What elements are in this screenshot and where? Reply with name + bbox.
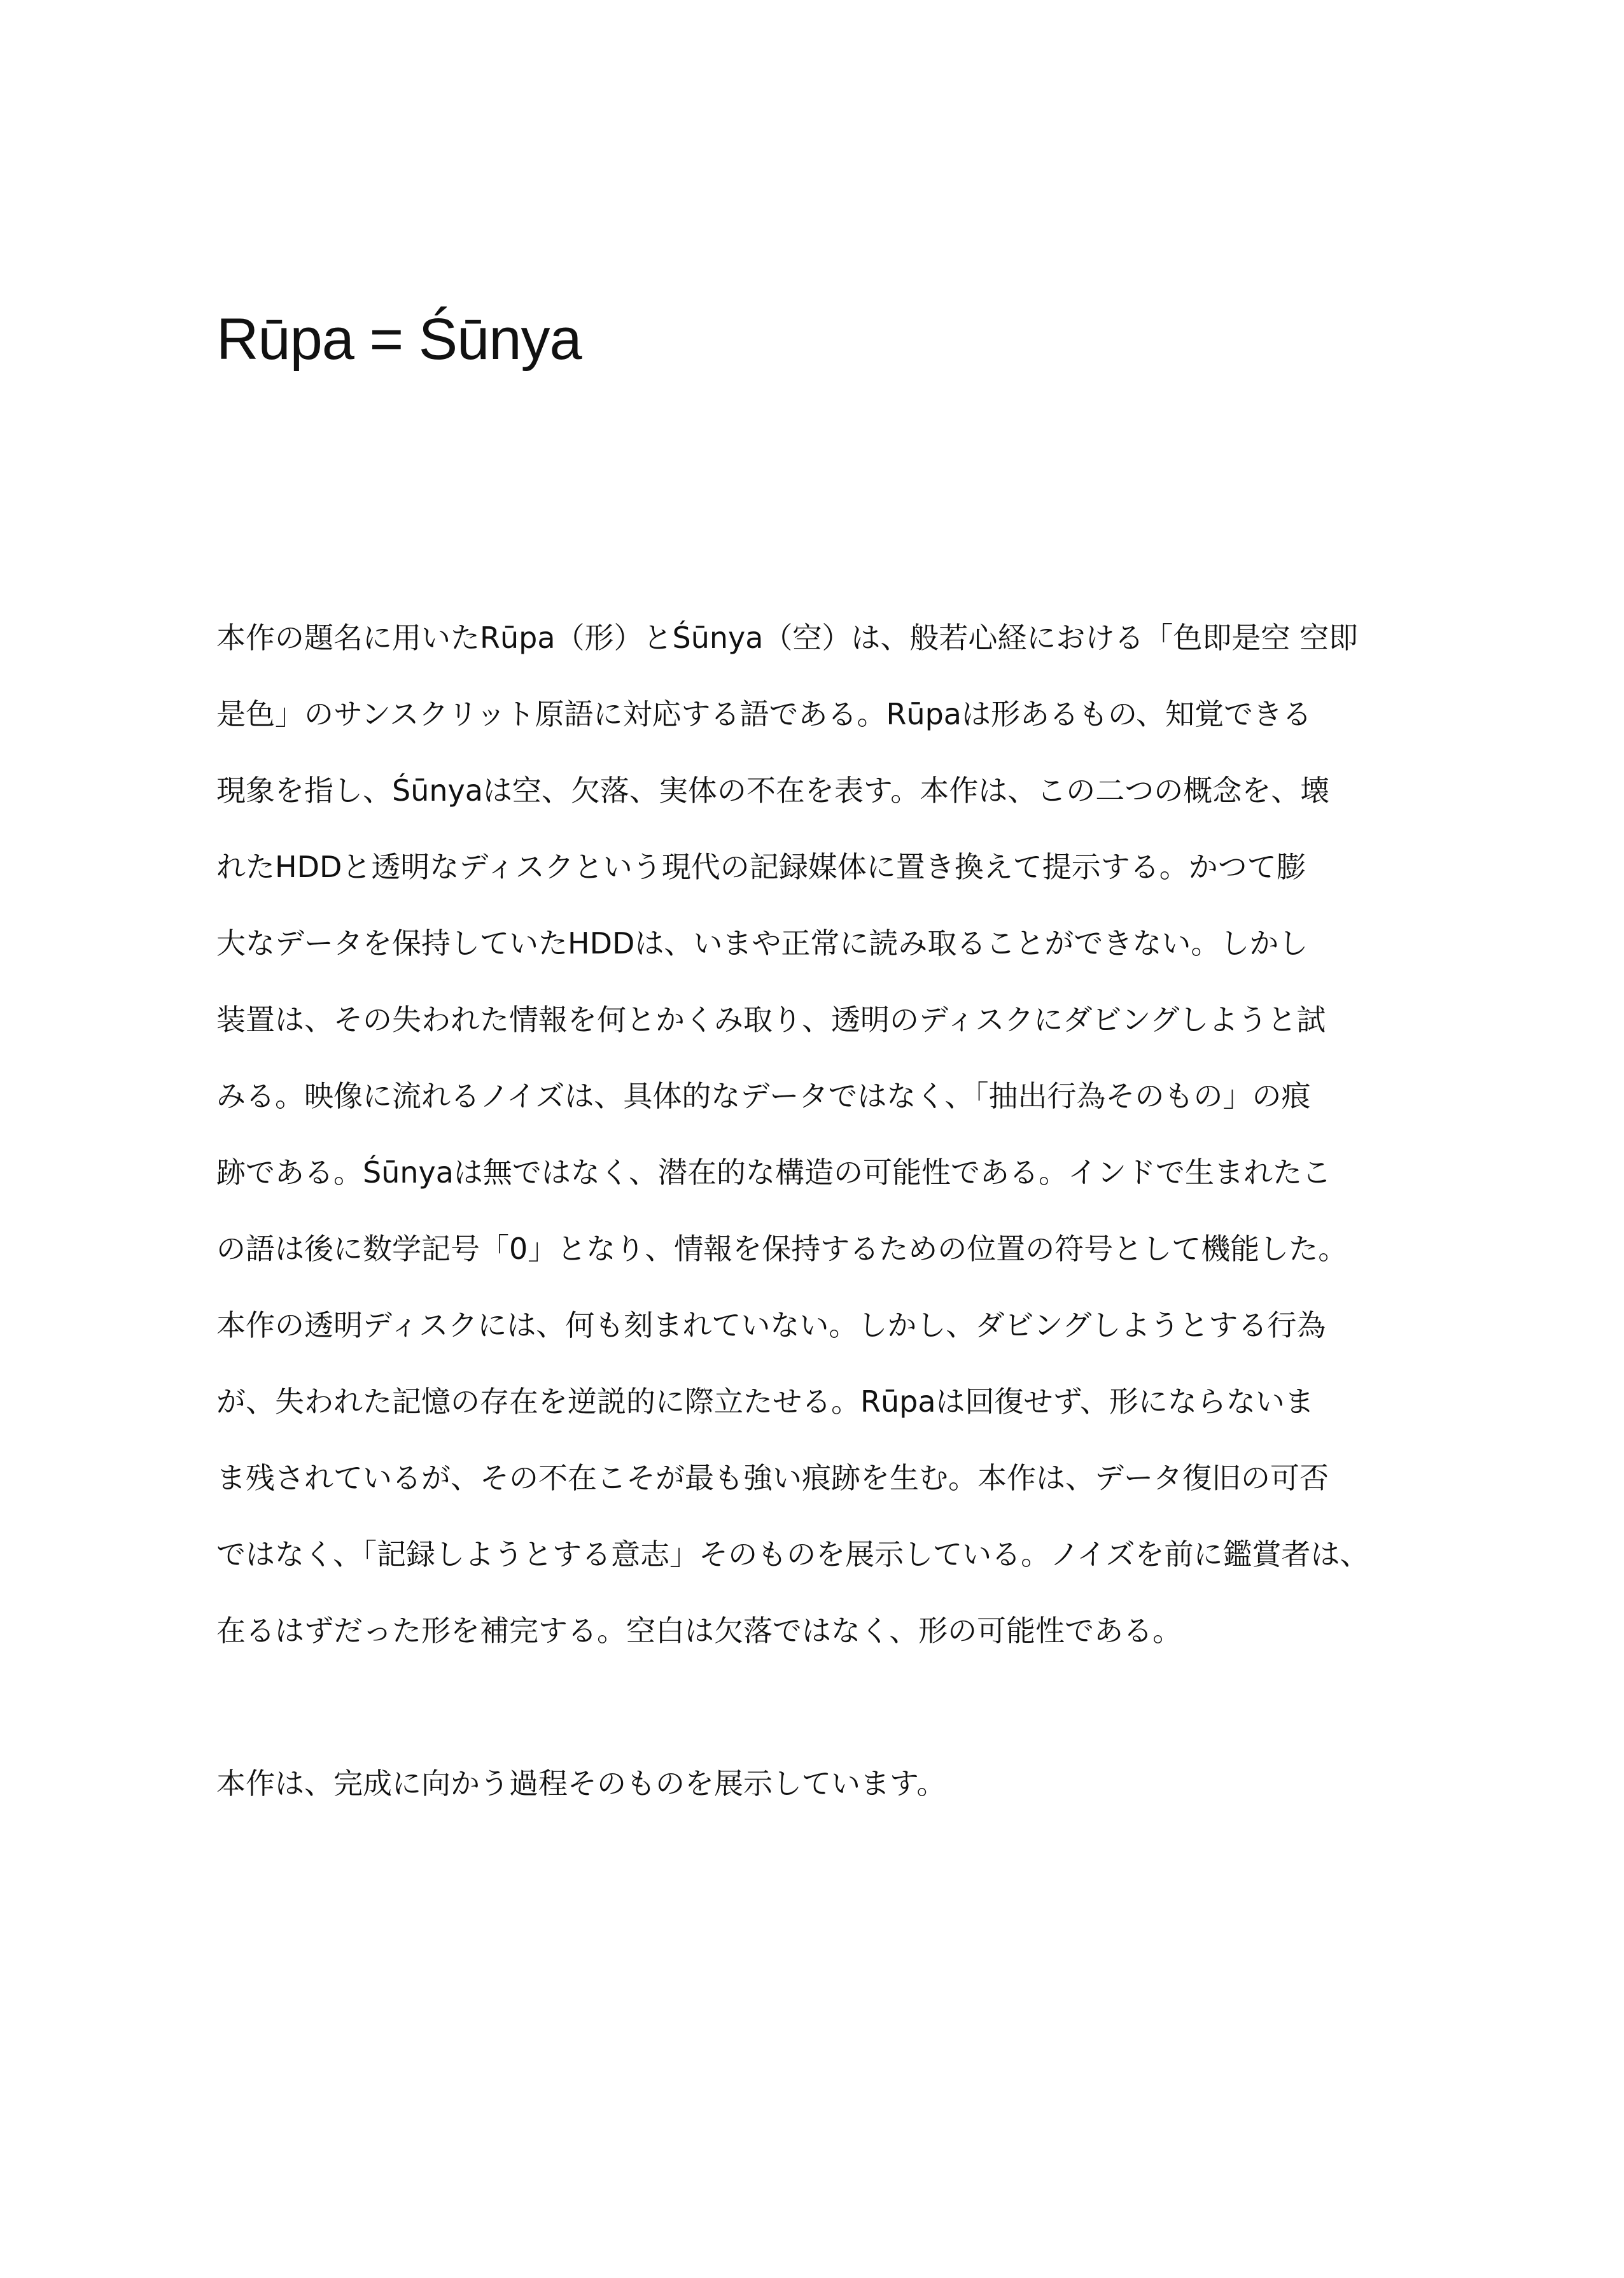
body-line: 大なデータを保持していたHDDは、いまや正常に読み取ることができない。しかし <box>216 926 1308 960</box>
body-line: が、失われた記憶の存在を逆説的に際立たせる。Rūpaは回復せず、形にならないま <box>216 1384 1314 1419</box>
body-line: 在るはずだった形を補完する。空白は欠落ではなく、形の可能性である。 <box>216 1614 1182 1648</box>
body-line: 装置は、その失われた情報を何とかくみ取り、透明のディスクにダビングしようと試 <box>216 1002 1326 1037</box>
body-line: れたHDDと透明なディスクという現代の記録媒体に置き換えて提示する。かつて膨 <box>216 850 1306 884</box>
document-title: Rūpa = Śūnya <box>216 307 582 372</box>
body-line: 現象を指し、Śūnyaは空、欠落、実体の不在を表す。本作は、この二つの概念を、壊 <box>216 773 1330 808</box>
closing-statement: 本作は、完成に向かう過程そのものを展示しています。 <box>216 1766 946 1801</box>
body-line: の語は後に数学記号「0」となり、情報を保持するための位置の符号として機能した。 <box>216 1232 1348 1266</box>
body-line: 是色」のサンスクリット原語に対応する語である。Rūpaは形あるもの、知覚できる <box>216 697 1312 731</box>
body-paragraph <box>216 600 1464 1669</box>
body-line: ま残されているが、その不在こそが最も強い痕跡を生む。本作は、データ復旧の可否 <box>216 1461 1329 1495</box>
body-line: ではなく、「記録しようとする意志」そのものを展示している。ノイズを前に鑑賞者は、 <box>216 1537 1369 1571</box>
body-line: 本作の透明ディスクには、何も刻まれていない。しかし、ダビングしようとする行為 <box>216 1308 1326 1342</box>
body-line: 本作の題名に用いたRūpa（形）とŚūnya（空）は、般若心経における「色即是空 空即 <box>216 621 1359 655</box>
body-line: 跡である。Śūnyaは無ではなく、潜在的な構造の可能性である。インドで生まれたこ <box>216 1155 1331 1190</box>
body-line: みる。映像に流れるノイズは、具体的なデータではなく、「抽出行為そのもの」の痕 <box>216 1079 1311 1113</box>
